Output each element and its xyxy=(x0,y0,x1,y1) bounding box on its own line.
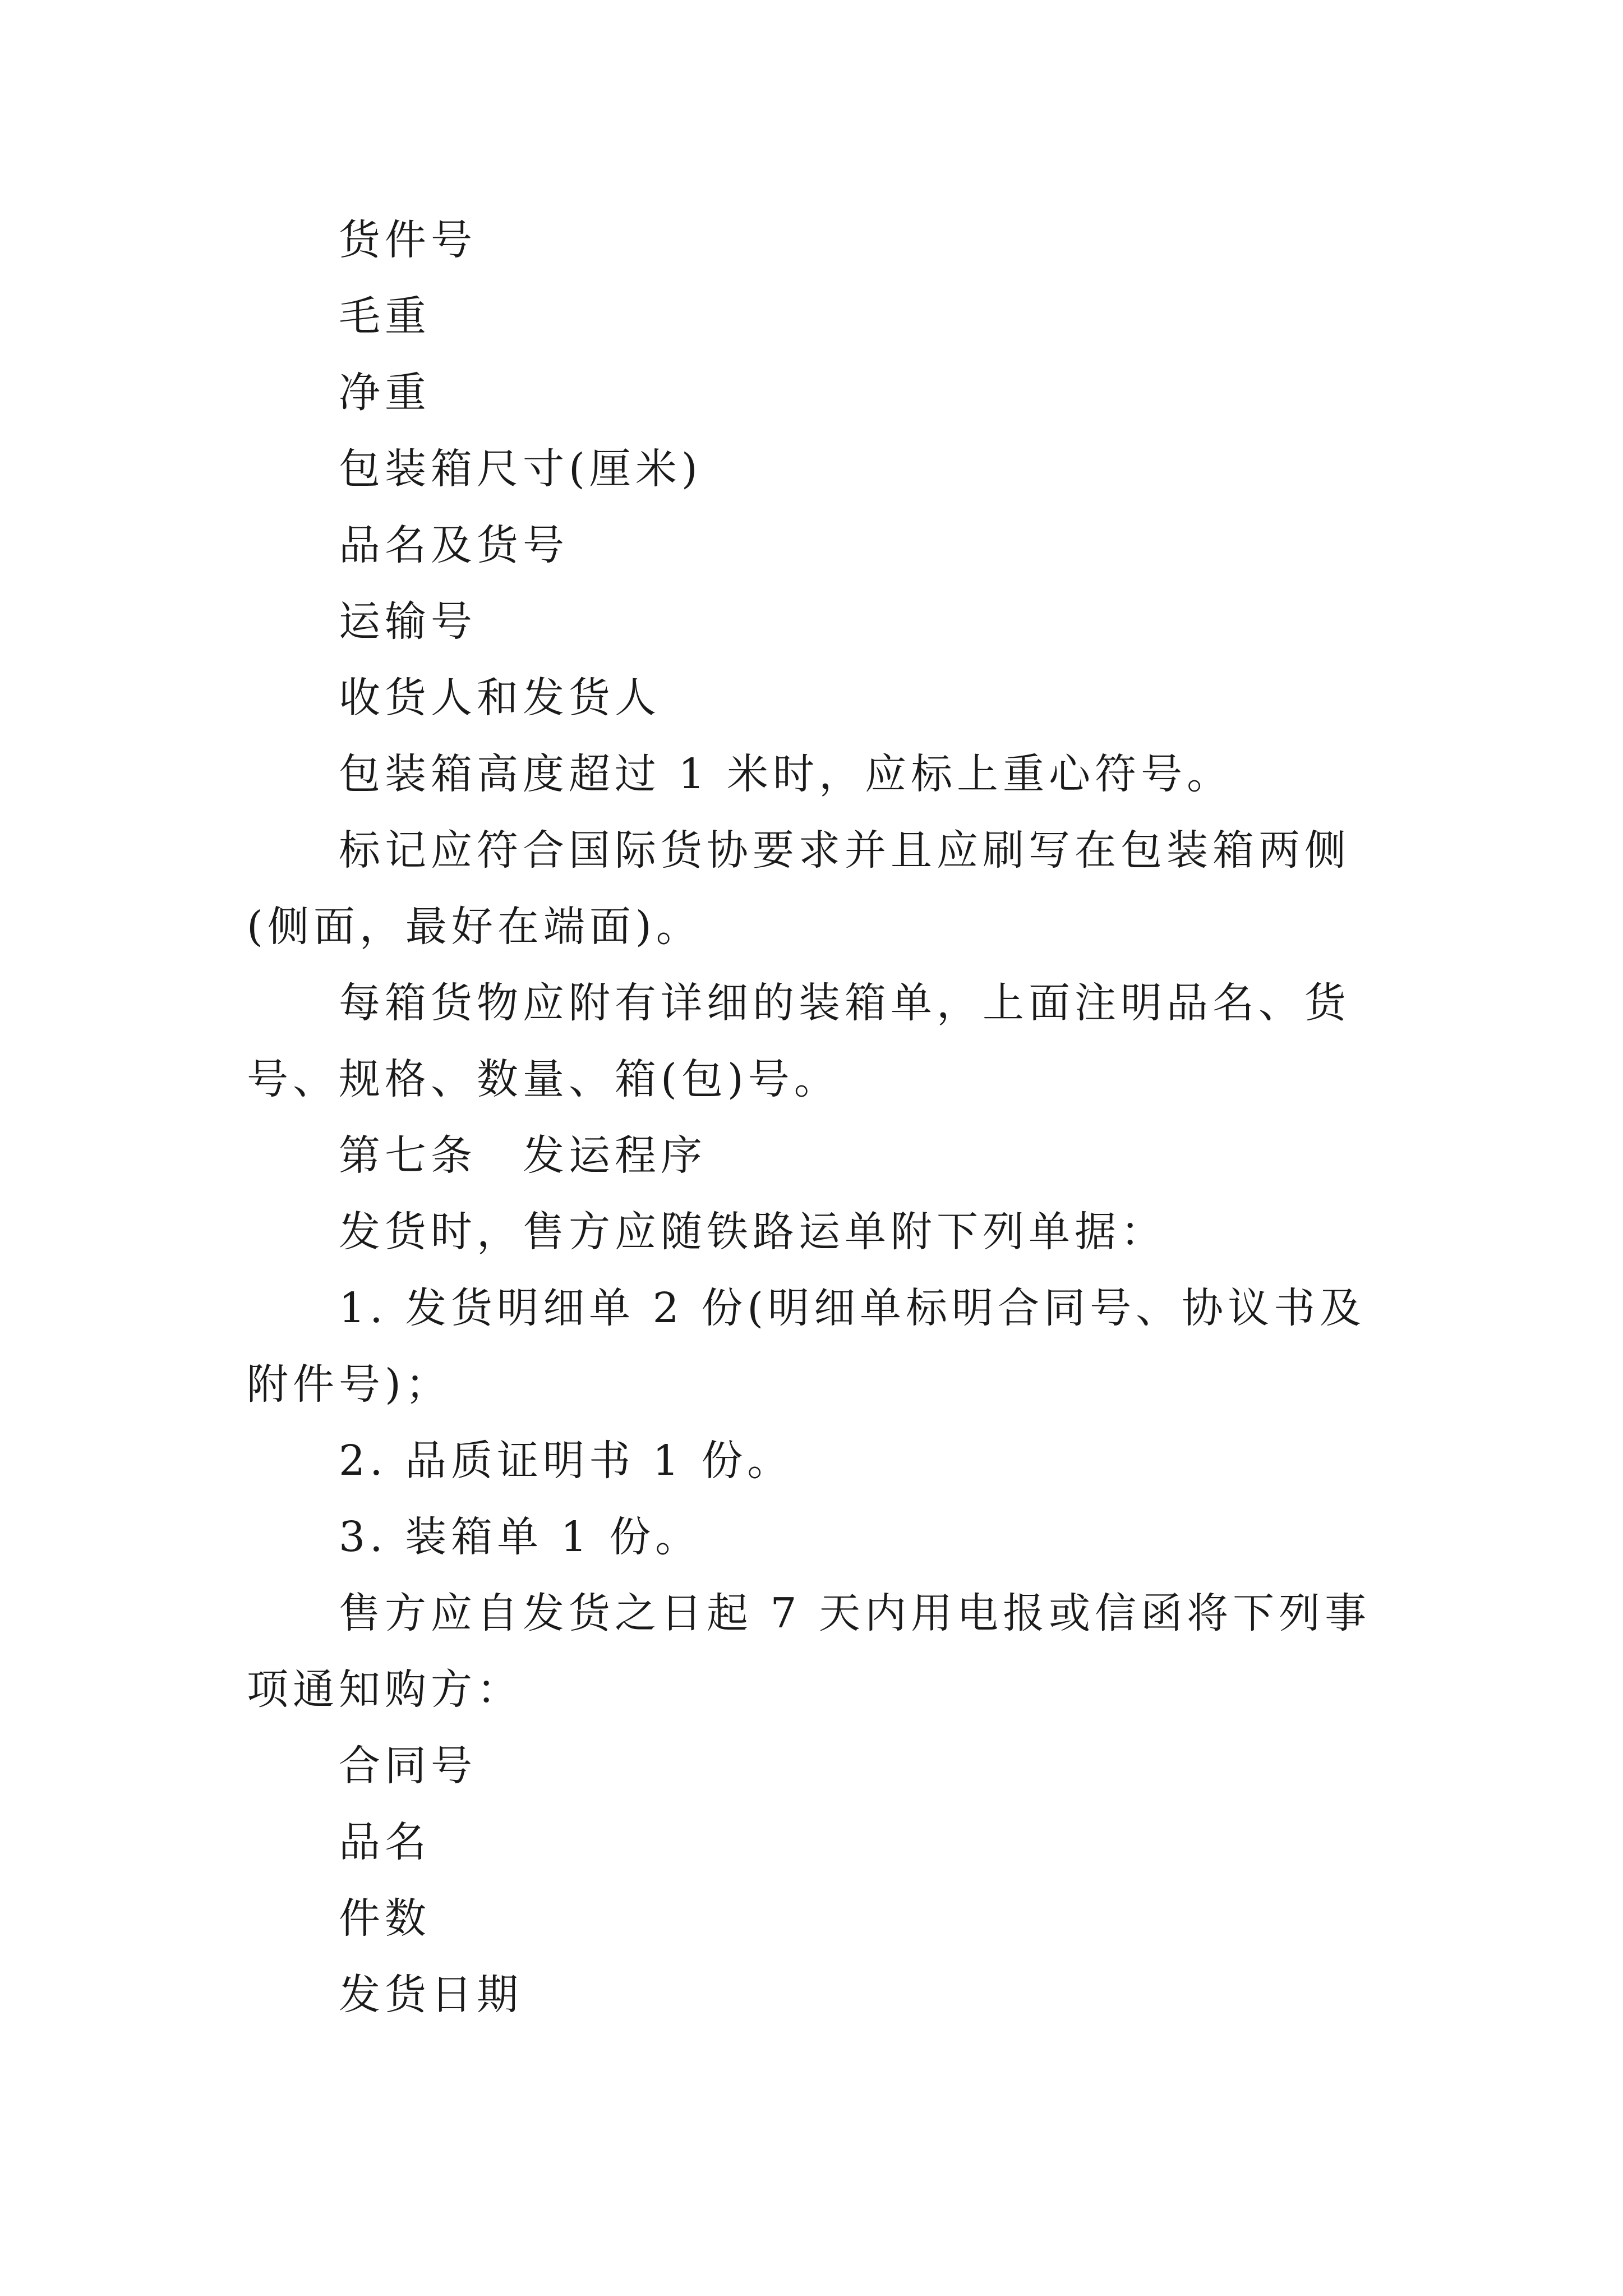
item-net-weight: 净重 xyxy=(339,369,431,417)
item-cargo-number: 货件号 xyxy=(339,216,477,264)
paragraph-notify-buyer: 售方应自发货之日起 7 天内用电报或信函将下列事项通知购方： xyxy=(247,1589,1371,1714)
item-gross-weight: 毛重 xyxy=(339,292,431,341)
list-item-3: 3. 装箱单 1 份。 xyxy=(339,1513,702,1561)
section-heading-article-7: 第七条 发运程序 xyxy=(339,1131,707,1180)
item-piece-count: 件数 xyxy=(339,1894,431,1943)
item-product-name-number: 品名及货号 xyxy=(339,521,569,569)
paragraph-shipping-documents: 发货时，售方应随铁路运单附下列单据： xyxy=(339,1208,1166,1256)
list-item-1: 1. 发货明细单 2 份(明细单标明合同号、协议书及附件号)； xyxy=(247,1284,1366,1409)
item-product-name: 品名 xyxy=(339,1818,431,1866)
document-body xyxy=(247,202,1402,2033)
item-box-dimensions: 包装箱尺寸(厘米) xyxy=(339,445,702,493)
paragraph-packing-list: 每箱货物应附有详细的装箱单，上面注明品名、货号、规格、数量、箱(包)号。 xyxy=(247,979,1350,1103)
item-consignee-consignor: 收货人和发货人 xyxy=(339,674,661,722)
item-shipping-date: 发货日期 xyxy=(339,1971,523,2019)
paragraph-marking-requirements: 标记应符合国际货协要求并且应刷写在包装箱两侧(侧面，最好在端面)。 xyxy=(247,826,1350,951)
paragraph-center-of-gravity: 包装箱高度超过 1 米时，应标上重心符号。 xyxy=(339,750,1233,798)
list-item-2: 2. 品质证明书 1 份。 xyxy=(339,1437,794,1485)
item-contract-number: 合同号 xyxy=(339,1742,477,1790)
item-transport-number: 运输号 xyxy=(339,597,477,646)
